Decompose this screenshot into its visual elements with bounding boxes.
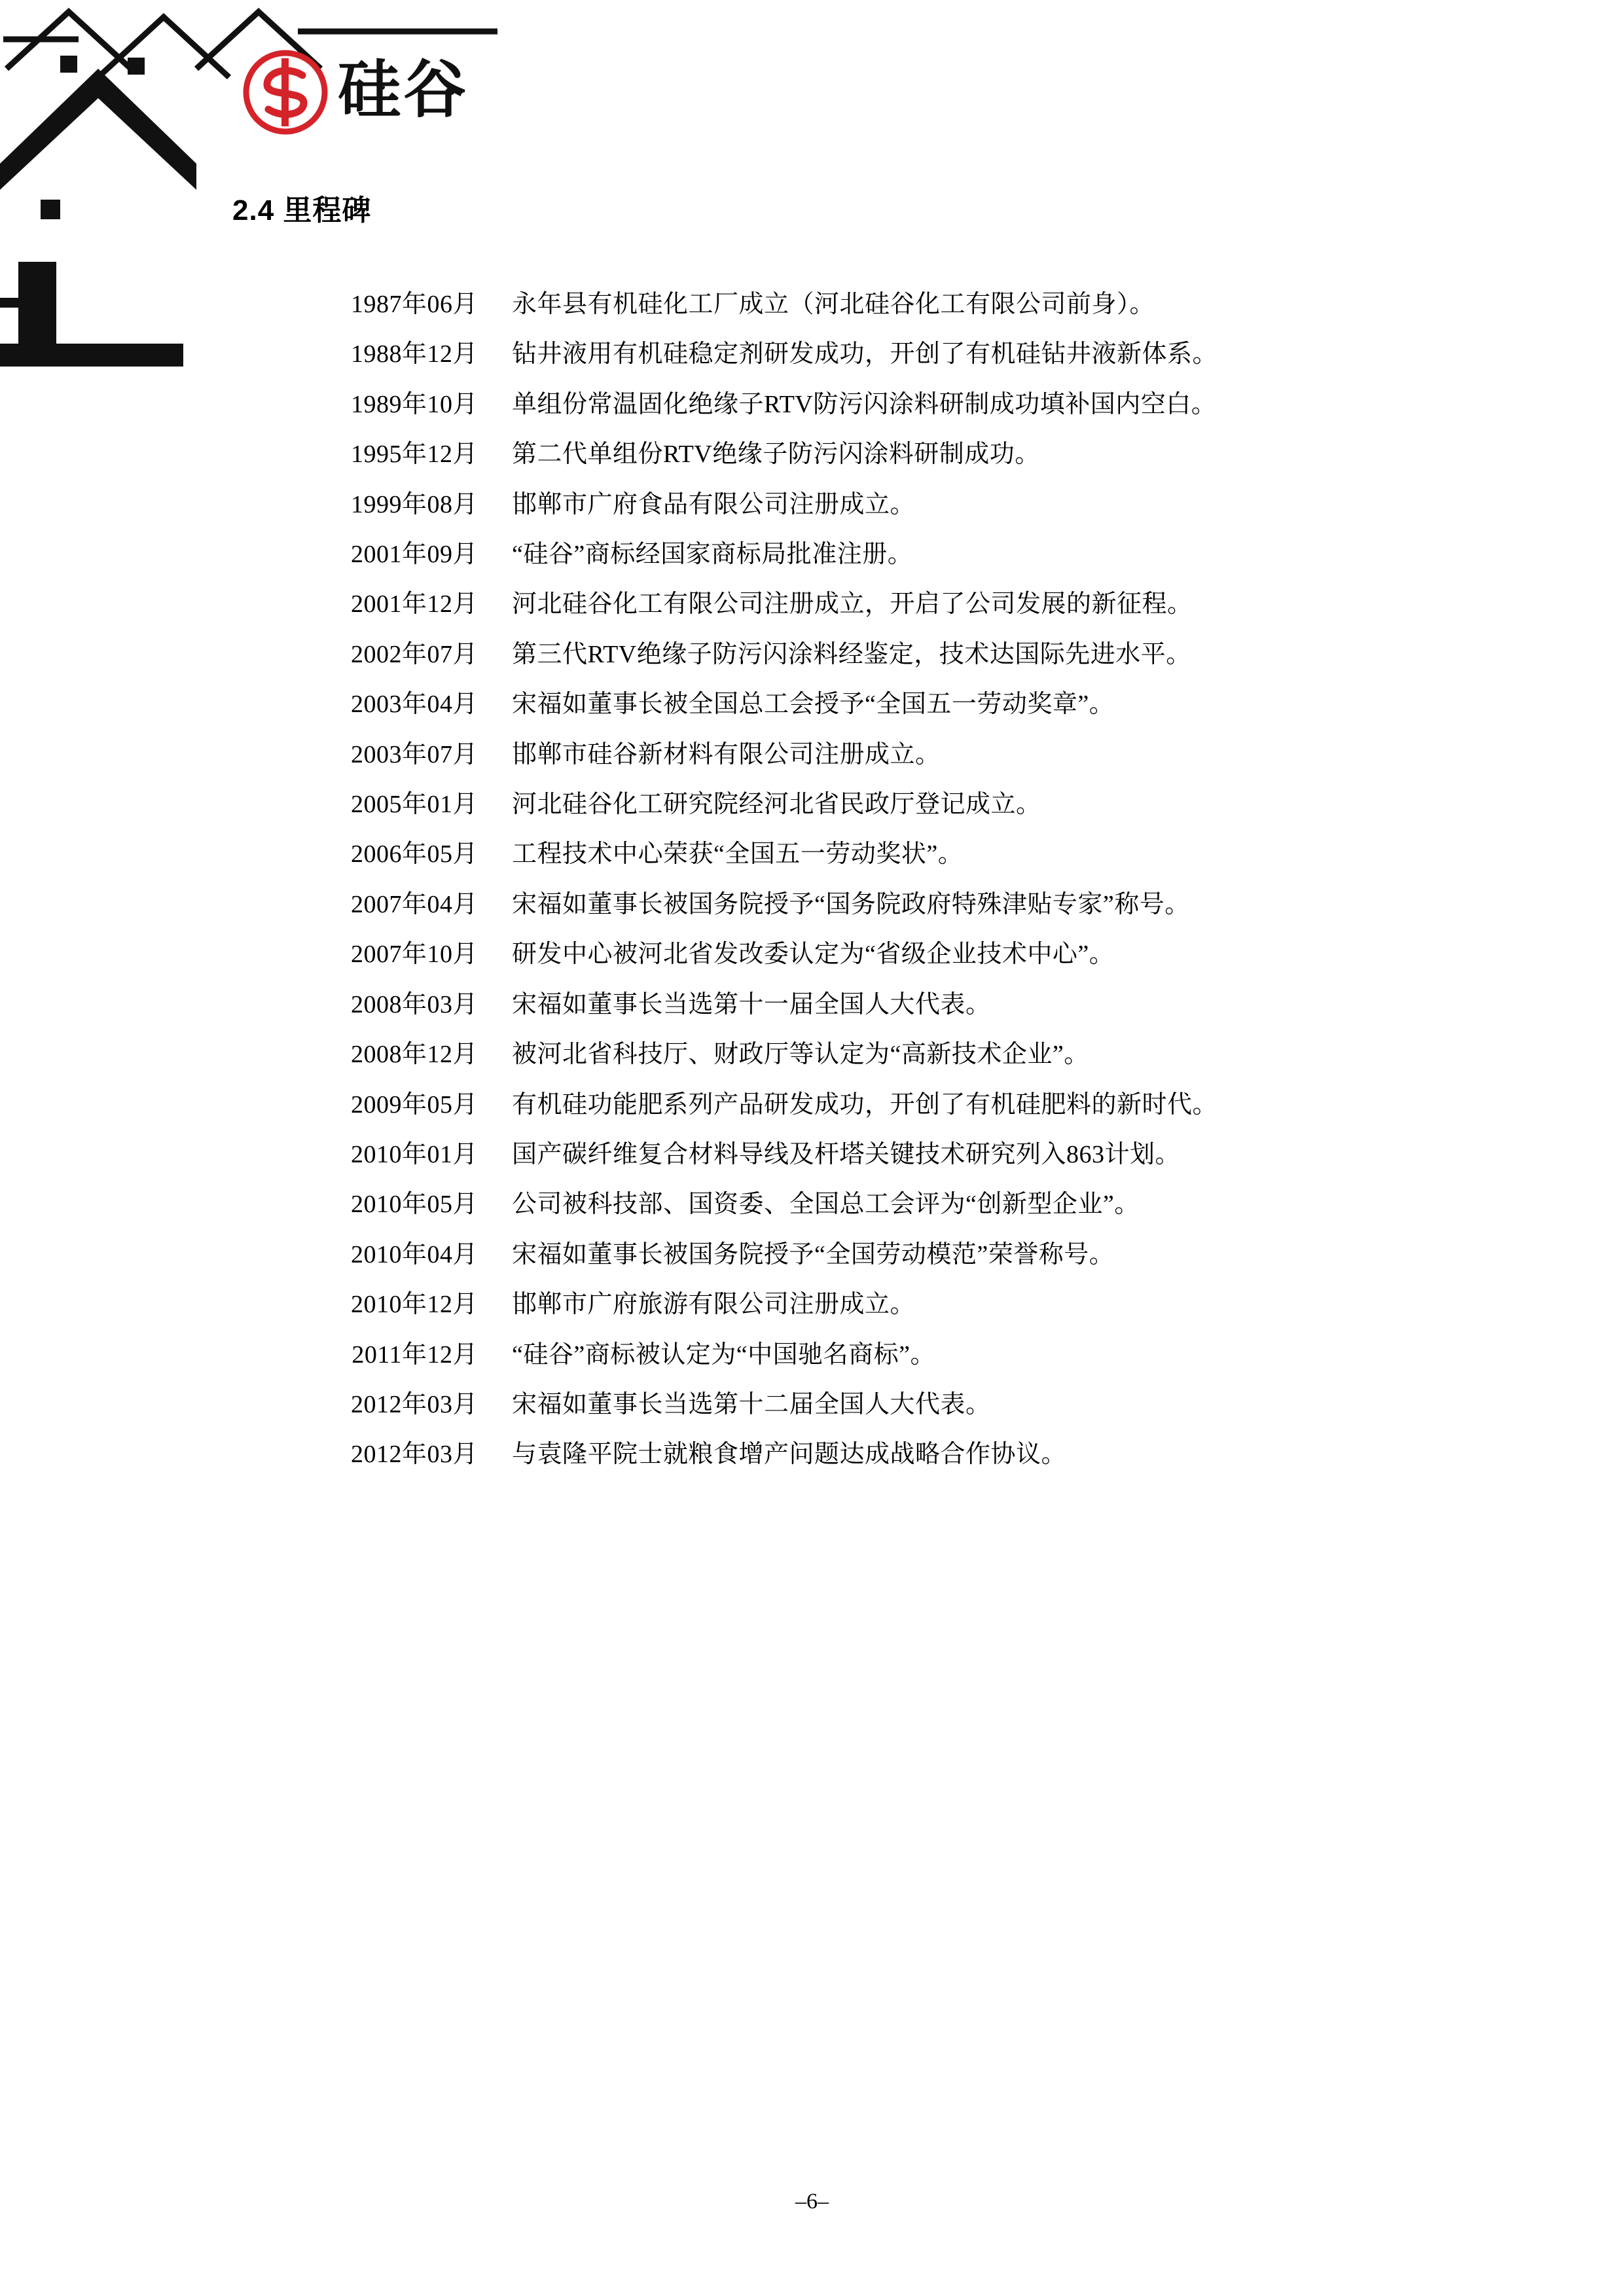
milestone-text: 钻井液用有机硅稳定剂研发成功，开创了有机硅钻井液新体系。 [512, 340, 1218, 368]
milestone-text: 邯郸市广府食品有限公司注册成立。 [512, 490, 916, 518]
milestone-date: 2009年05月 [350, 1090, 478, 1119]
milestone-item [288, 688, 1440, 721]
milestone-date: 1987年06月 [350, 291, 478, 318]
milestone-text: 宋福如董事长当选第十一届全国人大代表。 [512, 990, 991, 1018]
milestone-text: 单组份常温固化绝缘子RTV防污闪涂料研制成功填补国内空白。 [512, 390, 1217, 418]
milestone-text: “硅谷”商标被认定为“中国驰名商标”。 [512, 1340, 935, 1369]
milestone-date: 2010年05月 [350, 1191, 478, 1219]
milestone-item [288, 1188, 1440, 1221]
milestone-text: 国产碳纤维复合材料导线及杆塔关键技术研究列入863计划。 [512, 1140, 1181, 1168]
milestone-text: 邯郸市硅谷新材料有限公司注册成立。 [512, 740, 941, 768]
milestone-text: 研发中心被河北省发改委认定为“省级企业技术中心”。 [512, 941, 1115, 969]
milestone-text: 宋福如董事长被国务院授予“全国劳动模范”荣誉称号。 [512, 1240, 1115, 1268]
logo-brand-text: 硅谷 [338, 55, 469, 125]
milestone-date: 1999年08月 [350, 490, 478, 518]
milestone-item [288, 1088, 1440, 1122]
milestone-text: 被河北省科技厅、财政厅等认定为“高新技术企业”。 [512, 1041, 1089, 1069]
milestone-item [288, 988, 1440, 1022]
company-logo [242, 49, 469, 135]
milestone-text: 永年县有机硅化工厂成立（河北硅谷化工有限公司前身）。 [512, 291, 1155, 318]
milestone-text: 河北硅谷化工有限公司注册成立，开启了公司发展的新征程。 [512, 590, 1193, 619]
page-number: –6– [795, 2189, 829, 2214]
milestone-item [288, 1038, 1440, 1071]
page-title: 2.4 里程碑 [232, 194, 372, 226]
milestone-date: 2006年05月 [350, 840, 478, 869]
milestone-text: 宋福如董事长被全国总工会授予“全国五一劳动奖章”。 [512, 691, 1115, 719]
milestone-date: 1988年12月 [350, 340, 478, 368]
milestone-item [288, 788, 1440, 821]
milestone-item [288, 438, 1440, 471]
milestone-date: 2002年07月 [350, 640, 478, 668]
milestone-date: 2007年04月 [350, 890, 478, 918]
milestone-item [288, 888, 1440, 922]
milestone-text: “硅谷”商标经国家商标局批准注册。 [512, 541, 913, 569]
milestone-item [288, 488, 1440, 522]
milestone-item [288, 1288, 1440, 1321]
milestone-date: 2011年12月 [352, 1340, 478, 1369]
milestone-date: 2010年01月 [350, 1140, 478, 1168]
milestone-item [288, 538, 1440, 571]
milestone-date: 2010年12月 [350, 1291, 478, 1319]
milestone-item [288, 1138, 1440, 1172]
milestone-date: 2007年10月 [350, 941, 478, 969]
milestone-item [288, 288, 1440, 321]
milestone-text: 第二代单组份RTV绝缘子防污闪涂料研制成功。 [512, 440, 1040, 469]
milestone-text: 与袁隆平院士就粮食增产问题达成战略合作协议。 [512, 1441, 1067, 1469]
milestone-item [288, 1388, 1440, 1422]
milestone-item [288, 1238, 1440, 1272]
milestone-text: 工程技术中心荣获“全国五一劳动奖状”。 [512, 840, 964, 869]
milestone-text: 河北硅谷化工研究院经河北省民政厅登记成立。 [512, 791, 1041, 819]
milestone-date: 2001年09月 [350, 541, 478, 569]
silicon-valley-logo-mark [242, 49, 329, 135]
milestone-text: 有机硅功能肥系列产品研发成功，开创了有机硅肥料的新时代。 [512, 1090, 1218, 1119]
milestone-date: 2008年12月 [350, 1041, 478, 1069]
milestone-date: 2001年12月 [350, 590, 478, 619]
milestone-text: 公司被科技部、国资委、全国总工会评为“创新型企业”。 [512, 1191, 1140, 1219]
milestone-text: 宋福如董事长当选第十二届全国人大代表。 [512, 1390, 991, 1418]
milestone-item [288, 1338, 1440, 1372]
milestone-item [288, 838, 1440, 871]
milestone-date: 2003年04月 [350, 691, 478, 719]
milestone-text: 邯郸市广府旅游有限公司注册成立。 [512, 1291, 916, 1319]
milestone-date: 2005年01月 [350, 791, 478, 819]
milestone-text: 宋福如董事长被国务院授予“国务院政府特殊津贴专家”称号。 [512, 890, 1190, 918]
milestone-item [288, 638, 1440, 672]
milestone-text: 第三代RTV绝缘子防污闪涂料经鉴定，技术达国际先进水平。 [512, 640, 1191, 668]
milestone-date: 1989年10月 [350, 390, 478, 418]
milestone-list [288, 288, 1440, 1488]
milestone-date: 1995年12月 [350, 440, 478, 469]
milestone-item [288, 338, 1440, 371]
milestone-item [288, 938, 1440, 971]
milestone-item [288, 738, 1440, 772]
milestone-item [288, 1438, 1440, 1471]
milestone-date: 2010年04月 [350, 1240, 478, 1268]
milestone-date: 2008年03月 [350, 990, 478, 1018]
milestone-date: 2012年03月 [350, 1390, 478, 1418]
milestone-date: 2012年03月 [350, 1441, 478, 1469]
milestone-item [288, 388, 1440, 422]
milestone-date: 2003年07月 [350, 740, 478, 768]
milestone-item [288, 588, 1440, 621]
